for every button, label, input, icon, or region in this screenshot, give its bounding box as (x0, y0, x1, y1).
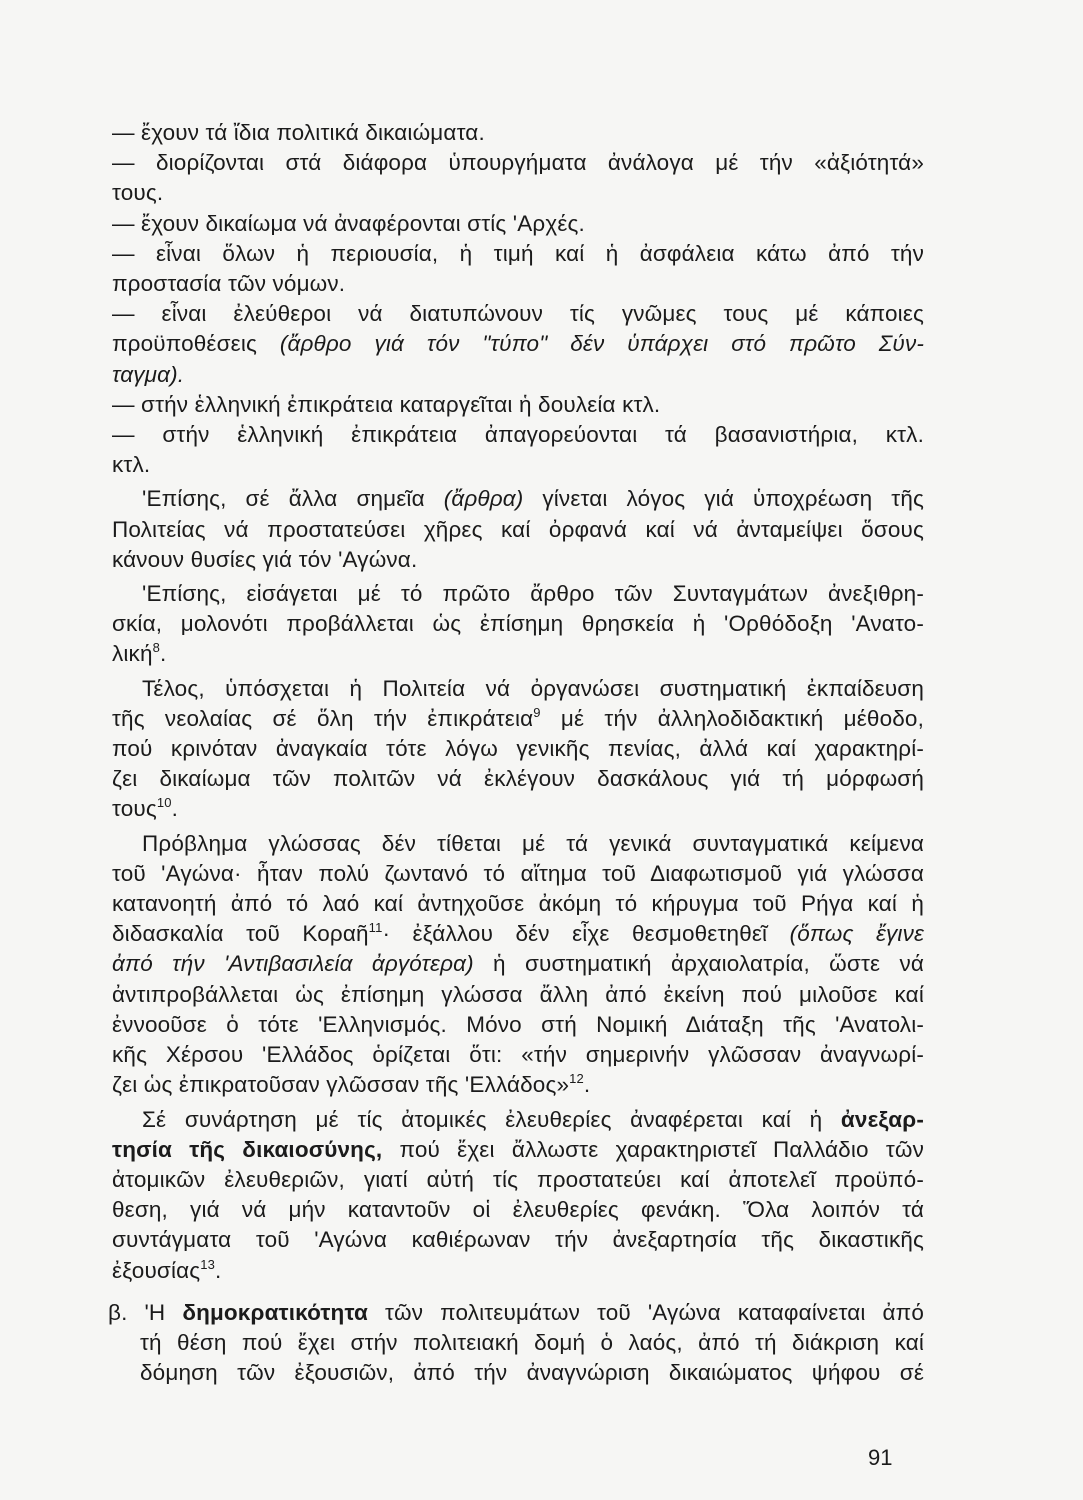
text-run: 'Επίσης, σέ ἄλλα σημεῖα (142, 486, 444, 512)
text-line: Πρόβλημα γλώσσας δέν τίθεται μέ τά γενικά συνταγματικά κείμενα (142, 830, 924, 856)
italic-run: (ἄρθρο γιά τόν "τύπο" δέν ὑπάρχει στό πρῶτο Σύν- (279, 331, 924, 357)
text-run: γίνεται λόγος γιά ὑποχρέωση τῆς (523, 486, 924, 512)
text-run: τους (112, 796, 157, 822)
paragraph-education (112, 674, 924, 825)
text-run: ἡ συστηματική ἀρχαιολατρία, ὥστε νά (473, 951, 924, 977)
text-run: · ἐξάλλου δέν εἶχε θεσμοθετηθεῖ (382, 921, 790, 947)
text-line: κατανοητή ἀπό τό λαό καί ἀντηχοῦσε ἀκόμη τό κήρυγμα τοῦ Ρήγα καί ἡ (112, 891, 924, 917)
list-item-cont: ταγμα). (112, 361, 185, 387)
text-line (112, 639, 924, 669)
text-run: . (583, 1072, 591, 1098)
text-line: τή θέση πού ἔχει στήν πολιτειακή δομή ὁ λαός, ἀπό τή διάκριση καί (140, 1329, 924, 1355)
text-line (112, 1105, 924, 1135)
text-line (108, 1298, 924, 1328)
text-line (112, 1070, 924, 1100)
italic-run: (ἄρθρα) (443, 486, 524, 512)
text-line: Πολιτείας νά προστατεύσει χῆρες καί ὀρφανά καί νά ἀνταμείψει ὅσους (112, 516, 924, 542)
text-run: ζει ὡς ἐπικρατοῦσαν γλῶσσαν τῆς 'Ελλάδος» (112, 1072, 570, 1098)
text-line: ζει δικαίωμα τῶν πολιτῶν νά ἐκλέγουν δασκάλους γιά τή μόρφωσή (112, 766, 924, 792)
text-line: κῆς Χέρσου 'Ελλάδος ὁρίζεται ὅτι: «τήν σημερινήν γλῶσσαν ἀναγνωρί- (112, 1042, 924, 1068)
page-number: 91 (868, 1445, 893, 1470)
text-line: σκία, μολονότι προβάλλεται ὡς ἐπίσημη θρησκεία ἡ 'Ορθόδοξη 'Ανατο- (112, 611, 924, 637)
list-item: — στήν ἑλληνική ἐπικράτεια καταργεῖται ἡ δουλεία κτλ. (112, 391, 661, 417)
list-item: — διορίζονται στά διάφορα ὑπουργήματα ἀνάλογα μέ τήν «ἀξιότητά» (112, 150, 924, 176)
text-line (112, 704, 924, 734)
list-item: — εἶναι ἐλεύθεροι νά διατυπώνουν τίς γνῶμες τους μέ κάποιες (112, 301, 924, 327)
text-line: ἐννοοῦσε ὁ τότε 'Ελληνισμός. Μόνο στή Νομική Διάταξη τῆς 'Ανατολι- (112, 1011, 924, 1037)
text-line (112, 919, 924, 949)
italic-run: ἀπό τήν 'Αντιβασιλεία ἀργότερα) (112, 951, 474, 977)
text-line: πού κρινόταν ἀναγκαία τότε λόγω γενικῆς πενίας, ἀλλά καί χαρακτηρί- (112, 736, 924, 762)
text-line (112, 1256, 924, 1286)
text-run: πού ἔχει ἄλλωστε χαρακτηριστεῖ Παλλάδιο τῶν (382, 1136, 924, 1162)
list-item: — εἶναι ὅλων ἡ περιουσία, ἡ τιμή καί ἡ ἀσφάλεια κάτω ἀπό τήν (112, 240, 924, 266)
text-run: τῆς νεολαίας σέ ὅλη τήν ἐπικράτεια (112, 705, 534, 731)
paragraph-democracy (108, 1298, 924, 1389)
text-line: ἀντιπροβάλλεται ὡς ἐπίσημη γλώσσα ἄλλη ἀπό ἐκείνη πού μιλοῦσε καί (112, 981, 924, 1007)
paragraph-widows (112, 484, 924, 575)
footnote-ref: 12 (569, 1071, 584, 1087)
list-item: — ἔχουν δικαίωμα νά ἀναφέρονται στίς 'Αρχές. (112, 210, 585, 236)
text-run: . (215, 1257, 222, 1283)
paragraph-language (112, 829, 924, 1101)
list-item-cont: τους. (112, 180, 164, 206)
paragraph-justice (112, 1105, 924, 1286)
rights-list (112, 118, 924, 480)
text-line (112, 484, 924, 514)
text-run: ἐξουσίας (112, 1257, 201, 1283)
text-run: λική (112, 641, 153, 667)
list-item-cont: κτλ. (112, 452, 151, 478)
text-line: δόμηση τῶν ἐξουσιῶν, ἀπό τήν ἀναγνώριση δικαιώματος ψήφου σέ (140, 1360, 924, 1386)
text-line: κάνουν θυσίες γιά τόν 'Αγώνα. (112, 546, 418, 572)
list-item-cont (112, 329, 924, 359)
text-line: συντάγματα τοῦ 'Αγώνα καθιέρωναν τήν ἀνεξαρτησία τῆς δικαστικῆς (112, 1227, 924, 1253)
text-line (112, 1135, 924, 1165)
footnote-ref: 8 (152, 640, 161, 656)
text-run: . (160, 641, 167, 667)
footnote-ref: 9 (533, 704, 541, 720)
list-item: — στήν ἑλληνική ἐπικράτεια ἀπαγορεύονται τά βασανιστήρια, κτλ. (112, 422, 924, 448)
text-line (112, 949, 924, 979)
text-run: 'Η (127, 1299, 183, 1325)
text-line (112, 794, 924, 824)
text-run: Σέ συνάρτηση μέ τίς ἀτομικές ἐλευθερίες ἀναφέρεται καί ἡ (142, 1106, 841, 1132)
text-run: μέ τήν ἀλληλοδιδακτική μέθοδο, (540, 705, 924, 731)
text-line: 'Επίσης, εἰσάγεται μέ τό πρῶτο ἄρθρο τῶν Συνταγμάτων ἀνεξιθρη- (142, 581, 924, 607)
bold-run: δημοκρατικότητα (182, 1299, 369, 1325)
text-line: θεση, γιά νά μήν καταντοῦν οἱ ἐλευθερίες φενάκη. Ὅλα λοιπόν τά (112, 1197, 924, 1223)
list-item: — ἔχουν τά ἴδια πολιτικά δικαιώματα. (112, 120, 485, 145)
text-run: διδασκαλία τοῦ Κοραῆ (112, 921, 369, 947)
section-marker: β. (108, 1299, 128, 1325)
text-run: . (171, 796, 179, 822)
text-line: Τέλος, ὑπόσχεται ἡ Πολιτεία νά ὀργανώσει συστηματική ἐκπαίδευση (142, 675, 924, 701)
footnote-ref: 13 (200, 1256, 216, 1272)
page-body (108, 118, 925, 1388)
bold-run: τησία τῆς δικαιοσύνης, (112, 1136, 383, 1162)
list-item-cont: προστασία τῶν νόμων. (112, 271, 346, 297)
paragraph-religion (112, 579, 924, 670)
text-line: τοῦ 'Αγώνα· ἦταν πολύ ζωντανό τό αἴτημα τοῦ Διαφωτισμοῦ γιά γλώσσα (112, 860, 924, 886)
text-run: προϋποθέσεις (112, 331, 280, 357)
italic-run: (ὅπως ἔγινε (789, 921, 925, 947)
text-line: ἀτομικῶν ἐλευθεριῶν, γιατί αὐτή τίς προστατεύει καί ἀποτελεῖ προϋπό- (112, 1166, 924, 1192)
text-run: τῶν πολιτευμάτων τοῦ 'Αγώνα καταφαίνεται ἀπό (368, 1299, 924, 1325)
footnote-ref: 11 (368, 920, 383, 936)
footnote-ref: 10 (156, 795, 172, 811)
bold-run: ἀνεξαρ- (840, 1106, 924, 1132)
